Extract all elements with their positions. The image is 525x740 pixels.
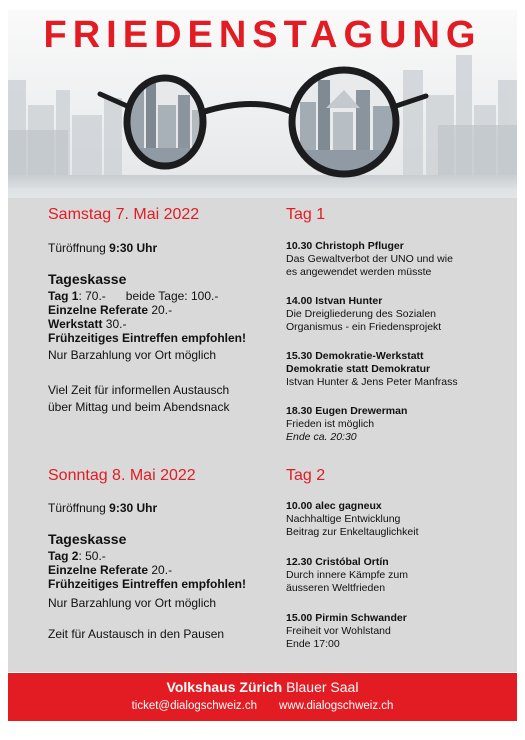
day1-talk3-line1: Istvan Hunter & Jens Peter Manfrass: [286, 376, 458, 388]
day1-talk1-line1: Das Gewaltverbot der UNO und wie: [286, 253, 453, 265]
saturday-early-note: Frühzeitiges Eintreffen empfohlen!: [48, 331, 247, 345]
saturday-doors: Türöffnung 9:30 Uhr: [48, 241, 158, 255]
day2-talk2-title: 12.30 Cristóbal Ortín: [286, 556, 389, 568]
day1-talk2-title: 14.00 Istvan Hunter: [286, 295, 383, 307]
sunday-box-office: Tageskasse: [48, 531, 127, 547]
day1-talk1-line2: es angewendet werden müsste: [286, 266, 432, 278]
day2-talk3-line2: Ende 17:00: [286, 638, 340, 650]
day2-talk2-line2: äusseren Weltfrieden: [286, 582, 386, 594]
saturday-price-line1: Tag 1: 70.- beide Tage: 100.-: [48, 289, 219, 303]
day2-talk3-line1: Freiheit vor Wohlstand: [286, 625, 391, 637]
saturday-price-line2: Einzelne Referate 20.-: [48, 303, 173, 317]
day1-talk4-title: 18.30 Eugen Drewerman: [286, 405, 408, 417]
sunday-date: Sonntag 8. Mai 2022: [48, 467, 196, 484]
saturday-note-2: über Mittag und beim Abendsnack: [48, 400, 230, 414]
saturday-price-line3: Werkstatt 30.-: [48, 317, 127, 331]
sunday-cash-note: Nur Barzahlung vor Ort möglich: [48, 596, 217, 610]
day1-talk1-title: 10.30 Christoph Pfluger: [286, 240, 404, 252]
sunday-price-line2: Einzelne Referate 20.-: [48, 563, 173, 577]
day1-talk3-title: 15.30 Demokratie-Werkstatt: [286, 350, 424, 362]
website-link[interactable]: www.dialogschweiz.ch: [279, 700, 394, 712]
footer-bar: [8, 673, 517, 721]
day1-talk4-end: Ende ca. 20:30: [286, 431, 357, 443]
day1-talk2-line2: Organismus - ein Friedensprojekt: [286, 321, 442, 333]
day2-talk1-line2: Beitrag zur Enkeltauglichkeit: [286, 526, 419, 538]
email-link[interactable]: ticket@dialogschweiz.ch: [131, 700, 258, 712]
saturday-box-office: Tageskasse: [48, 271, 127, 287]
venue-label: Volkshaus Zürich Blauer Saal: [166, 679, 359, 695]
day2-talk1-title: 10.00 alec gagneux: [286, 500, 382, 512]
page-title: FRIEDENSTAGUNG: [43, 14, 482, 56]
day1-talk2-line1: Die Dreigliederung des Sozialen: [286, 308, 437, 320]
sunday-doors: Türöffnung 9:30 Uhr: [48, 501, 158, 515]
sunday-early-note: Frühzeitiges Eintreffen empfohlen!: [48, 577, 247, 591]
day2-talk1-line1: Nachhaltige Entwicklung: [286, 513, 401, 525]
sunday-price-line1: Tag 2: 50.-: [48, 549, 106, 563]
day1-talk3-title2: Demokratie statt Demokratur: [286, 363, 431, 375]
sunday-note-1: Zeit für Austausch in den Pausen: [48, 627, 225, 641]
saturday-note-1: Viel Zeit für informellen Austausch: [48, 383, 230, 397]
saturday-cash-note: Nur Barzahlung vor Ort möglich: [48, 348, 217, 362]
day1-talk4-line1: Frieden ist möglich: [286, 418, 375, 430]
day2-heading: Tag 2: [286, 467, 326, 484]
saturday-date: Samstag 7. Mai 2022: [48, 206, 200, 223]
contact-line: [8, 700, 517, 712]
day1-heading: Tag 1: [286, 206, 326, 223]
day2-talk3-title: 15.00 Pirmin Schwander: [286, 612, 407, 624]
day2-talk2-line1: Durch innere Kämpfe zum: [286, 569, 408, 581]
